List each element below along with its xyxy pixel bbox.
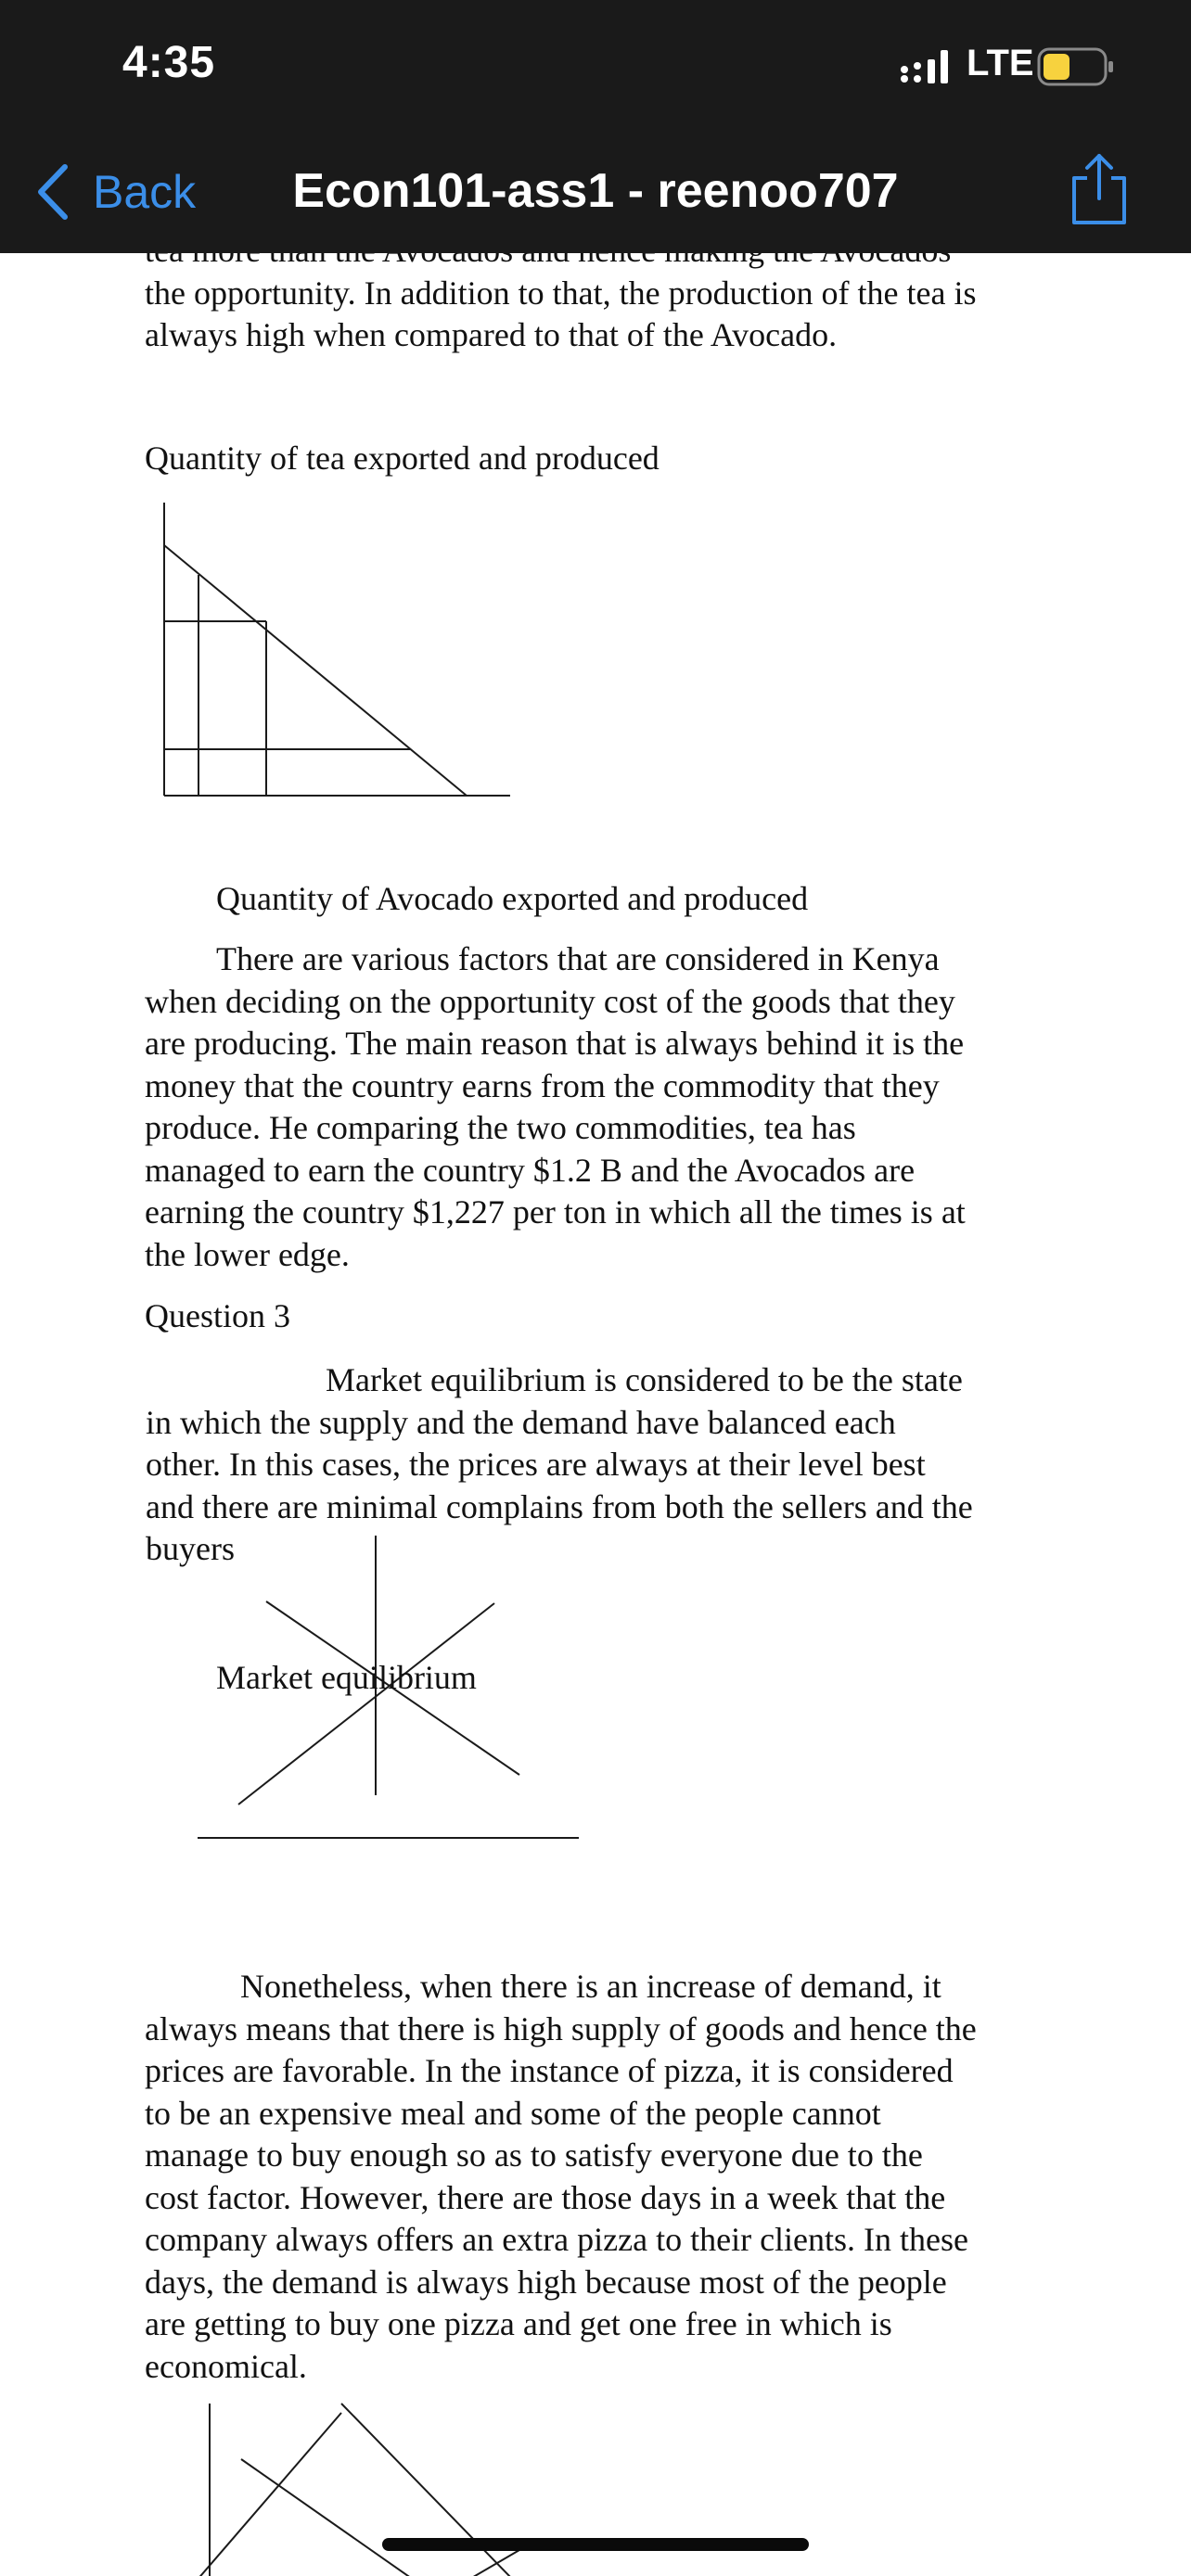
text-line: company always offers an extra pizza to their clients. In these: [145, 2221, 968, 2258]
pizza-paragraph: [145, 1966, 977, 2388]
text-line: days, the demand is always high because most of the people: [145, 2263, 947, 2301]
battery-icon: [1037, 46, 1115, 87]
text-line: manage to buy enough so as to satisfy everyone due to the: [145, 2136, 923, 2174]
share-icon[interactable]: [1065, 150, 1133, 228]
chevron-left-icon: [33, 163, 70, 221]
text-line: buyers: [146, 1530, 235, 1567]
signal-bars-icon: [900, 48, 950, 85]
figure3-line-d: [408, 2550, 519, 2576]
network-type: LTE: [967, 43, 1034, 83]
home-indicator[interactable]: [382, 2538, 809, 2551]
text-line: There are various factors that are considered in Kenya: [216, 940, 940, 977]
figure1-x-label: Quantity of Avocado exported and produced: [216, 880, 809, 917]
figure1-y-label: Quantity of tea exported and produced: [145, 440, 660, 477]
text-line: economical.: [145, 2347, 307, 2385]
battery-level: [1044, 54, 1069, 80]
figure1-ppf-curve: [164, 545, 467, 796]
kenya-paragraph: [145, 938, 966, 1276]
top-chrome: [0, 0, 1191, 253]
text-line: other. In this cases, the prices are always at their level best: [146, 1446, 926, 1483]
text-line: are producing. The main reason that is always behind it is the: [145, 1025, 965, 1062]
text-line: are getting to buy one pizza and get one free in which is: [145, 2305, 892, 2342]
text-line: Nonetheless, when there is an increase of demand, it: [240, 1968, 941, 2005]
figure2-label: Market equilibrium: [216, 1659, 477, 1696]
figure3-line-a: [167, 2413, 341, 2576]
page-title: Econ101-ass1 - reenoo707: [292, 164, 899, 218]
text-line: Market equilibrium is considered to be the state: [326, 1361, 963, 1398]
text-line: produce. He comparing the two commodities, tea has: [145, 1109, 856, 1146]
text-line: to be an expensive meal and some of the people cannot: [145, 2094, 881, 2132]
text-line: money that the country earns from the commodity that they: [145, 1066, 940, 1104]
text-line: earning the country $1,227 per ton in which all the times is at: [145, 1193, 966, 1231]
text-line: the lower edge.: [145, 1235, 350, 1273]
text-line: when deciding on the opportunity cost of the goods that they: [145, 982, 955, 1020]
back-label: Back: [93, 166, 197, 218]
text-line: always means that there is high supply of goods and hence the: [145, 2009, 977, 2047]
figure3-line-b: [241, 2459, 464, 2576]
text-line: always high when compared to that of the Avocado.: [145, 316, 838, 353]
question-heading: Question 3: [145, 1297, 290, 1334]
figure1-ppf-diagram: [158, 501, 519, 807]
status-time: 4:35: [122, 38, 216, 87]
text-line: in which the supply and the demand have balanced each: [146, 1403, 896, 1441]
text-line: prices are favorable. In the instance of pizza, it is considered: [145, 2052, 954, 2089]
text-line: cost factor. However, there are those days in a week that the: [145, 2178, 946, 2216]
text-line: and there are minimal complains from both the sellers and the: [146, 1487, 973, 1525]
text-line: managed to earn the country $1.2 B and the Avocados are: [145, 1151, 916, 1189]
figure2-supply-curve: [238, 1603, 494, 1804]
text-line: the opportunity. In addition to that, the production of the tea is: [145, 274, 977, 312]
back-button[interactable]: [33, 159, 196, 224]
